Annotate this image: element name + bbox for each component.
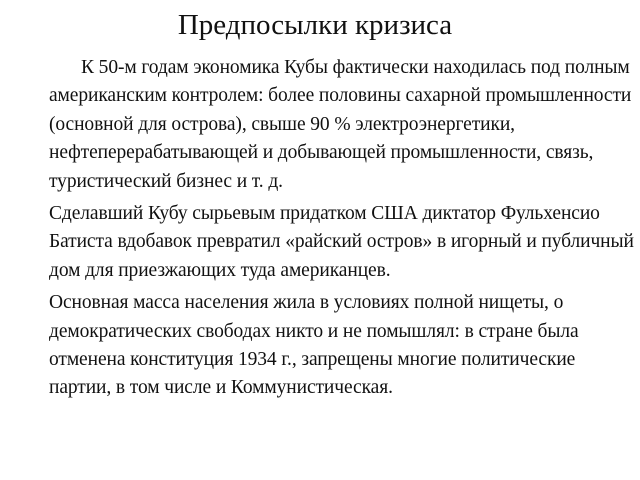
paragraph-batista: Сделавший Кубу сырьевым придатком США диктатор Фульхенсио Батиста вдобавок превратил «райский остров» в игорный и публичный дом для приезжающих туда американцев. — [49, 203, 634, 281]
paragraph-economy-control: К 50-м годам экономика Кубы фактически находилась под полным американским контролем: более половины сахарной промышленности (основной для острова), свыше 90 % электроэнергетики, нефтеперерабатывающей и добывающей промышленности, связь, туристический бизнес и т. д. — [49, 57, 632, 192]
paragraph-poverty: Основная масса населения жила в условиях полной нищеты, о демократических свободах никто и не помышлял: в стране была отменена конституция 1934 г., запрещены многие политические партии, в том числе и Коммунистическая. — [49, 292, 579, 399]
slide-body — [49, 54, 635, 407]
slide-title: Предпосылки кризиса — [177, 9, 453, 41]
